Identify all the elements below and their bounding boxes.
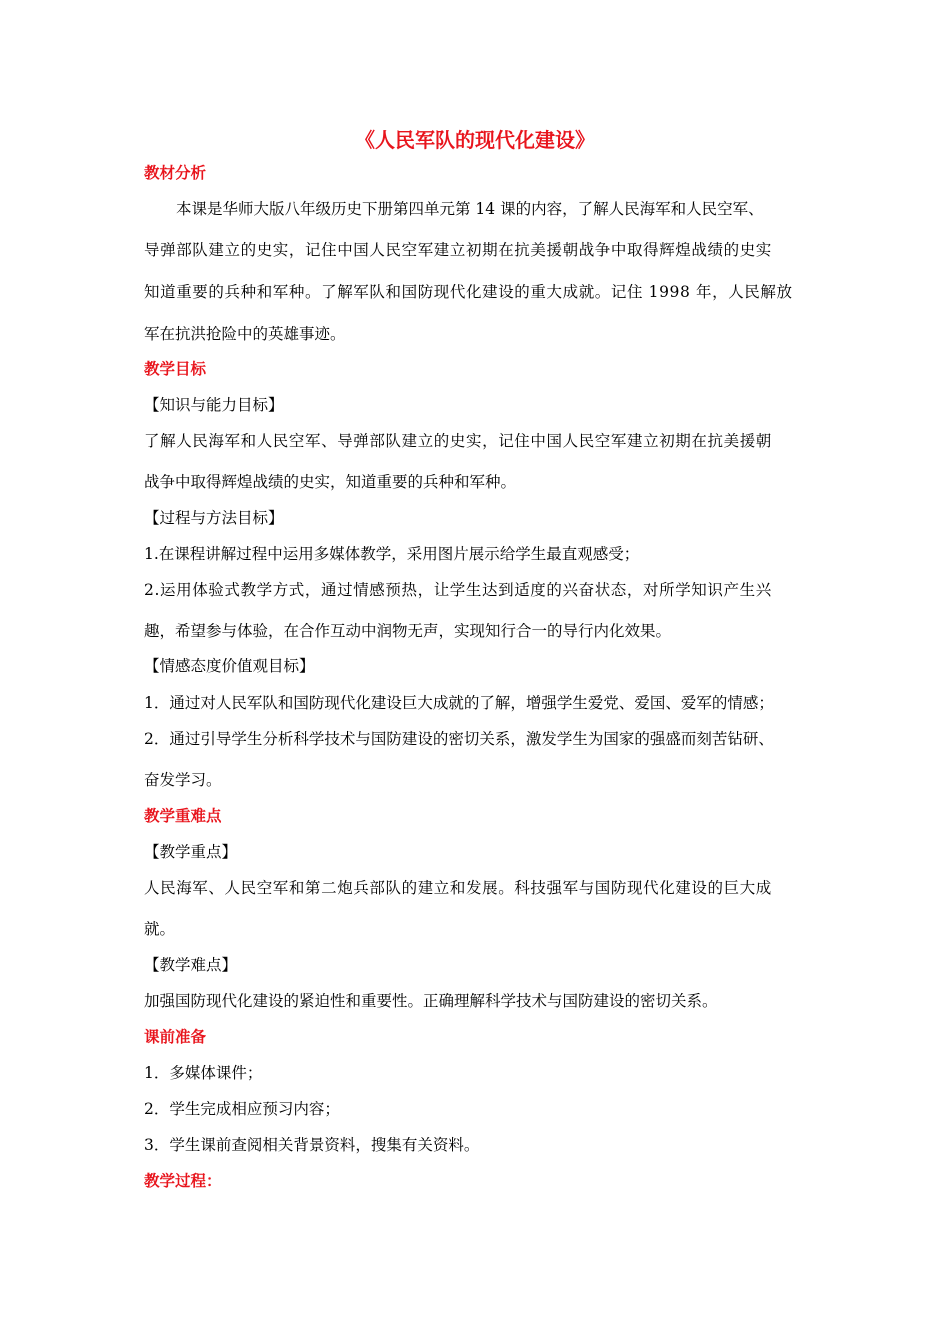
section-heading-keypoints: 教学重难点 xyxy=(144,807,222,825)
process-goal-line: 2.运用体验式教学方式，通过情感预热，让学生达到适度的兴奋状态，对所学知识产生兴 xyxy=(144,581,772,599)
prep-line: 2．学生完成相应预习内容； xyxy=(144,1100,340,1118)
section-heading-process: 教学过程： xyxy=(144,1172,222,1190)
document-title: 《人民军队的现代化建设》 xyxy=(355,128,595,152)
process-goal-label: 【过程与方法目标】 xyxy=(144,509,284,527)
analysis-line: 本课是华师大版八年级历史下册第四单元第 14 课的内容，了解人民海军和人民空军、 xyxy=(176,200,764,218)
knowledge-goal-label: 【知识与能力目标】 xyxy=(144,396,284,414)
analysis-line: 军在抗洪抢险中的英雄事迹。 xyxy=(144,325,346,343)
difficulty-label: 【教学难点】 xyxy=(144,956,238,974)
section-heading-goals: 教学目标 xyxy=(144,360,207,378)
focus-line: 人民海军、人民空军和第二炮兵部队的建立和发展。科技强军与国防现代化建设的巨大成 xyxy=(144,879,772,897)
emotion-goal-line: 1．通过对人民军队和国防现代化建设巨大成就的了解，增强学生爱党、爱国、爱军的情感； xyxy=(144,694,774,712)
section-heading-prep: 课前准备 xyxy=(144,1028,207,1046)
prep-line: 3．学生课前查阅相关背景资料，搜集有关资料。 xyxy=(144,1136,480,1154)
process-goal-line: 趣，希望参与体验，在合作互动中润物无声，实现知行合一的导行内化效果。 xyxy=(144,622,672,640)
difficulty-line: 加强国防现代化建设的紧迫性和重要性。正确理解科学技术与国防建设的密切关系。 xyxy=(144,992,718,1010)
emotion-goal-line: 2．通过引导学生分析科学技术与国防建设的密切关系，激发学生为国家的强盛而刻苦钻研、 xyxy=(144,730,774,748)
prep-line: 1．多媒体课件； xyxy=(144,1064,263,1082)
analysis-line: 知道重要的兵种和军种。了解军队和国防现代化建设的重大成就。记住 1998 年，人民解放 xyxy=(144,283,793,301)
section-heading-analysis: 教材分析 xyxy=(144,164,207,182)
knowledge-goal-line: 战争中取得辉煌战绩的史实，知道重要的兵种和军种。 xyxy=(144,473,517,491)
emotion-goal-line: 奋发学习。 xyxy=(144,771,222,789)
focus-line: 就。 xyxy=(144,920,176,938)
knowledge-goal-line: 了解人民海军和人民空军、导弹部队建立的史实，记住中国人民空军建立初期在抗美援朝 xyxy=(144,432,772,450)
focus-label: 【教学重点】 xyxy=(144,843,238,861)
emotion-goal-label: 【情感态度价值观目标】 xyxy=(144,657,315,675)
process-goal-line: 1.在课程讲解过程中运用多媒体教学，采用图片展示给学生最直观感受； xyxy=(144,545,640,563)
analysis-line: 导弹部队建立的史实，记住中国人民空军建立初期在抗美援朝战争中取得辉煌战绩的史实 xyxy=(144,241,772,259)
